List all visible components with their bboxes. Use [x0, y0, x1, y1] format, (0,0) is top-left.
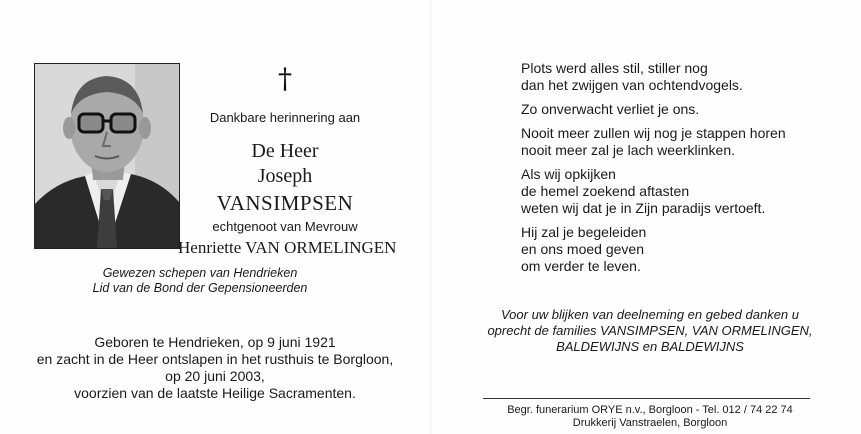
spouse-label: echtgenoot van Mevrouw: [212, 219, 358, 234]
poem-line: Als wij opkijken: [521, 166, 616, 182]
poem-stanza: [521, 60, 786, 94]
portrait-photo: [34, 63, 180, 249]
footer-divider: [483, 398, 810, 399]
first-name: Joseph: [257, 165, 313, 187]
poem-line: Plots werd alles stil, stiller nog: [521, 60, 708, 76]
poem-line: om verder te leven.: [521, 258, 641, 274]
title-text: De Heer: [251, 140, 319, 162]
poem-stanza: [521, 101, 786, 118]
life-line: Geboren te Hendrieken, op 9 juni 1921: [94, 334, 336, 350]
poem-line: Nooit meer zullen wij nog je stappen horen: [521, 125, 786, 141]
life-line: en zacht in de Heer ontslapen in het rusthuis te Borgloon,: [36, 351, 394, 367]
poem: [521, 60, 786, 282]
poem-line: nooit meer zal je lach weerklinken.: [521, 142, 735, 158]
life-line: op 20 juni 2003,: [165, 368, 265, 384]
thanks-line: BALDEWIJNS en BALDEWIJNS: [556, 339, 744, 354]
spouse-name: Henriette VAN ORMELINGEN: [178, 238, 397, 257]
role-line: Lid van de Bond der Gepensioneerden: [92, 281, 308, 295]
poem-stanza: [521, 166, 786, 217]
card-fold: [430, 0, 431, 434]
poem-line: dan het zwijgen van ochtendvogels.: [521, 77, 743, 93]
poem-line: Zo onverwacht verliet je ons.: [521, 101, 700, 117]
poem-stanza: [521, 125, 786, 159]
intro-text: Dankbare herinnering aan: [209, 110, 361, 125]
poem-stanza: [521, 224, 786, 275]
role-line: Gewezen schepen van Hendrieken: [102, 266, 298, 280]
footer-line: Drukkerij Vanstraelen, Borgloon: [572, 417, 728, 429]
footer-line: Begr. funerarium ORYE n.v., Borgloon - Tel. 012 / 74 22 74: [507, 404, 793, 416]
thanks-line: Voor uw blijken van deelneming en gebed danken u: [500, 307, 799, 322]
thanks-line: oprecht de families VANSIMPSEN, VAN ORMELINGEN,: [487, 323, 813, 338]
portrait-illustration: [35, 64, 179, 248]
poem-line: weten wij dat je in Zijn paradijs vertoeft.: [521, 200, 766, 216]
life-line: voorzien van de laatste Heilige Sacramenten.: [74, 385, 356, 401]
poem-line: Hij zal je begeleiden: [521, 224, 647, 240]
last-name: VANSIMPSEN: [216, 191, 354, 215]
poem-line: de hemel zoekend aftasten: [521, 183, 690, 199]
poem-line: en ons moed geven: [521, 241, 644, 257]
cross-icon: †: [278, 62, 292, 95]
